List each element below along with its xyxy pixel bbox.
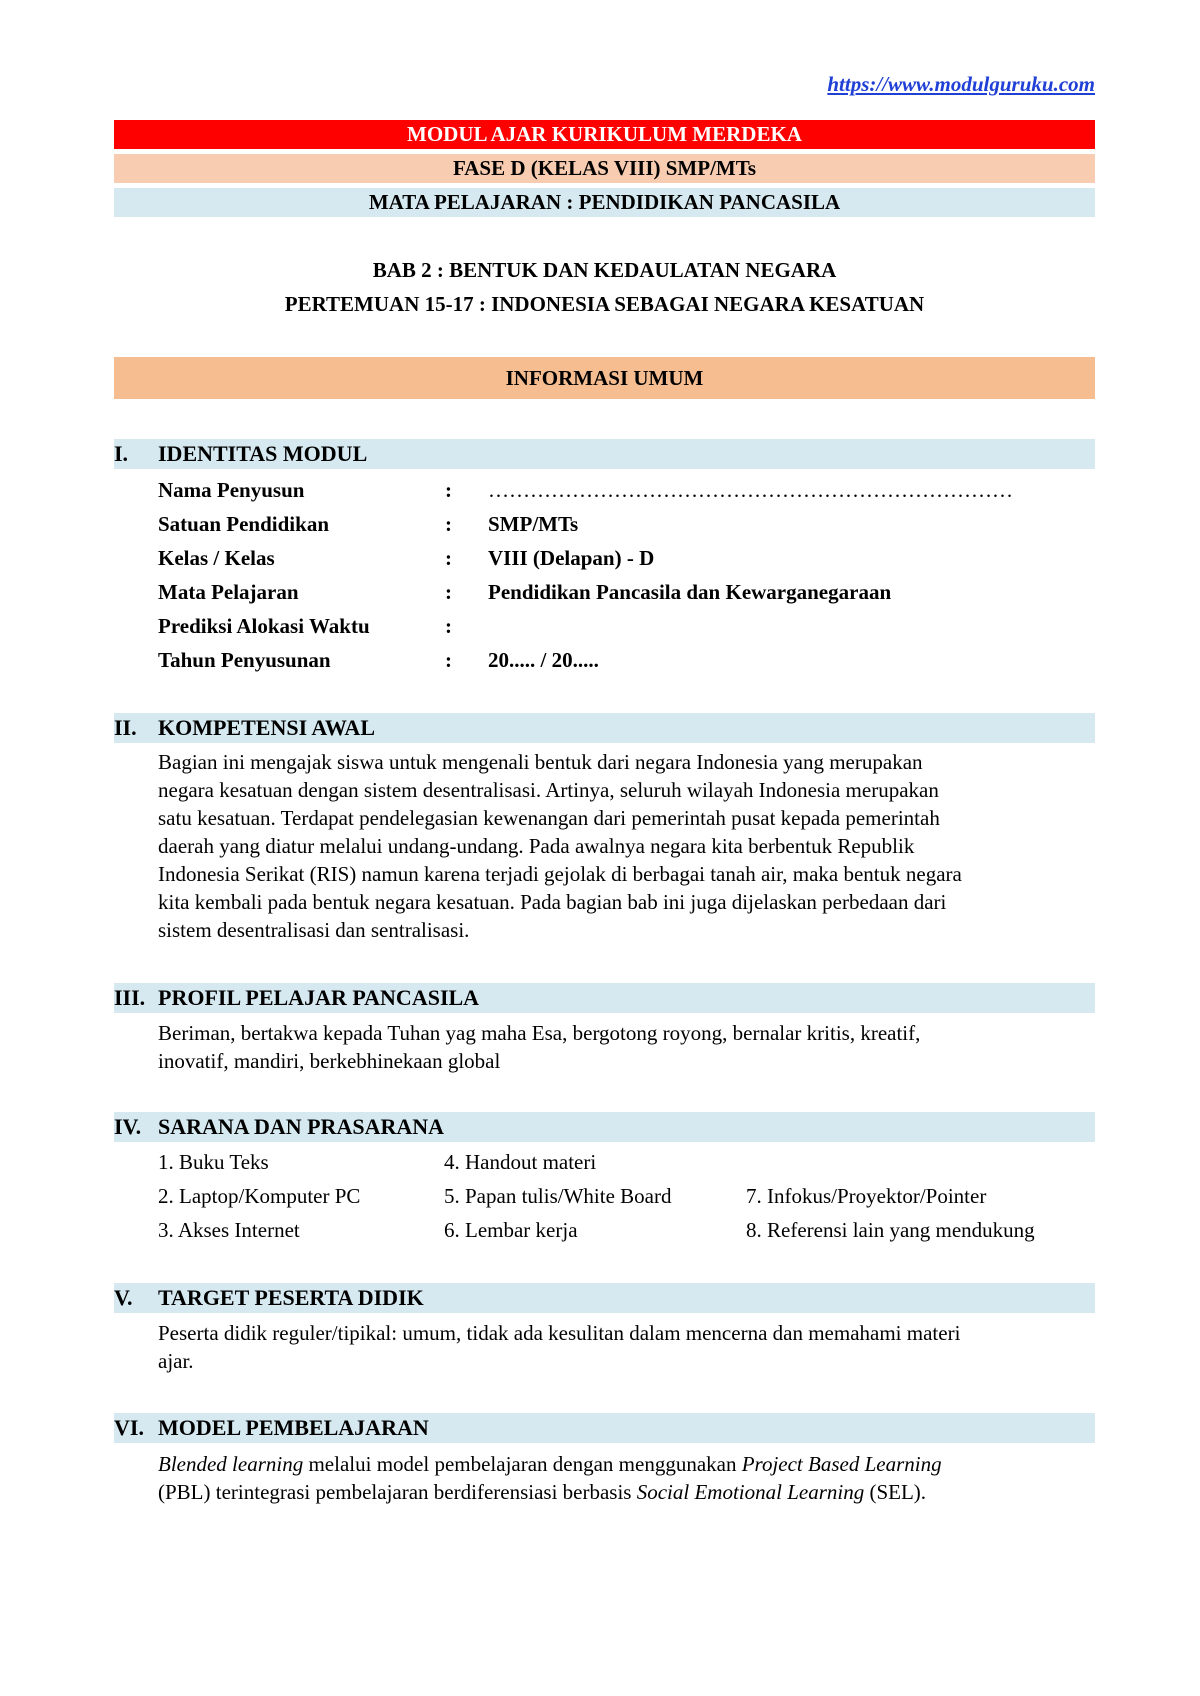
sarana-item: 8. Referensi lain yang mendukung: [746, 1218, 1035, 1242]
italic-term: Social Emotional Learning: [636, 1480, 865, 1504]
sarana-item: 2. Laptop/Komputer PC: [158, 1184, 361, 1208]
identity-key: Kelas / Kelas: [158, 546, 275, 570]
identity-colon: :: [445, 512, 452, 536]
paragraph-line: inovatif, mandiri, berkebhinekaan global: [158, 1049, 501, 1073]
italic-term: Project Based Learning: [741, 1452, 942, 1476]
identity-row: [158, 610, 1088, 642]
section-title: PROFIL PELAJAR PANCASILA: [158, 985, 480, 1010]
identity-colon: :: [445, 648, 452, 672]
kompetensi-paragraph: [158, 748, 1108, 944]
section-sarana-heading: [114, 1112, 1095, 1142]
chapter-title: BAB 2 : BENTUK DAN KEDAULATAN NEGARA: [372, 258, 837, 282]
identity-value: SMP/MTs: [488, 512, 579, 536]
header-url-row: [827, 72, 1095, 97]
section-profil-heading: [114, 983, 1095, 1013]
identity-row: [158, 644, 1088, 676]
identity-colon: :: [445, 546, 452, 570]
section-number: V.: [114, 1285, 133, 1310]
paragraph-line: kita kembali pada bentuk negara kesatuan. Pada bagian bab ini juga dijelaskan perbedaan dari: [158, 890, 947, 914]
identity-key: Nama Penyusun: [158, 478, 305, 502]
paragraph-line: daerah yang diatur melalui undang-undang. Pada awalnya negara kita berbentuk Republik: [158, 834, 915, 858]
identity-colon: :: [445, 478, 452, 502]
subject-band: MATA PELAJARAN : PENDIDIKAN PANCASILA: [114, 188, 1095, 217]
sarana-item: 5. Papan tulis/White Board: [444, 1184, 672, 1208]
section-target-heading: [114, 1283, 1095, 1313]
fase-band: FASE D (KELAS VIII) SMP/MTs: [114, 154, 1095, 183]
section-title: TARGET PESERTA DIDIK: [158, 1285, 424, 1310]
paragraph-line: sistem desentralisasi dan sentralisasi.: [158, 918, 470, 942]
sarana-item: 6. Lembar kerja: [444, 1218, 578, 1242]
paragraph-line: [158, 1450, 1108, 1478]
section-number: III.: [114, 985, 146, 1010]
identity-row: [158, 576, 1088, 608]
identity-key: Tahun Penyusunan: [158, 648, 331, 672]
module-title-band: MODUL AJAR KURIKULUM MERDEKA: [114, 120, 1095, 149]
text-span: (PBL) terintegrasi pembelajaran berdiferensiasi berbasis: [158, 1480, 637, 1504]
section-number: II.: [114, 715, 137, 740]
sarana-item: 1. Buku Teks: [158, 1150, 269, 1174]
section-number: VI.: [114, 1415, 144, 1440]
model-paragraph: [158, 1450, 1108, 1506]
identity-row: [158, 508, 1088, 540]
section-title: MODEL PEMBELAJARAN: [158, 1415, 429, 1440]
website-link[interactable]: https://www.modulguruku.com: [827, 72, 1095, 96]
identity-value: VIII (Delapan) - D: [488, 546, 655, 570]
paragraph-line: satu kesatuan. Terdapat pendelegasian kewenangan dari pemerintah pusat kepada pemerintah: [158, 806, 940, 830]
paragraph-line: [158, 1478, 1108, 1506]
text-span: (SEL).: [864, 1480, 927, 1504]
identity-colon: :: [445, 580, 452, 604]
identity-row: [158, 474, 1088, 506]
sarana-item: 4. Handout materi: [444, 1150, 597, 1174]
identity-value: …………………………………………………………………: [488, 478, 1013, 502]
section-title: IDENTITAS MODUL: [158, 441, 368, 466]
italic-term: Blended learning: [158, 1452, 304, 1476]
info-umum-band: INFORMASI UMUM: [114, 357, 1095, 399]
identity-row: [158, 542, 1088, 574]
section-kompetensi-heading: [114, 713, 1095, 743]
paragraph-line: Indonesia Serikat (RIS) namun karena terjadi gejolak di berbagai tanah air, maka bentuk negara: [158, 862, 962, 886]
paragraph-line: Beriman, bertakwa kepada Tuhan yag maha Esa, bergotong royong, bernalar kritis, kreatif,: [158, 1021, 921, 1045]
profil-paragraph: [158, 1019, 1108, 1075]
identity-value: 20..... / 20.....: [488, 648, 599, 672]
identity-colon: :: [445, 614, 452, 638]
paragraph-line: Bagian ini mengajak siswa untuk mengenali bentuk dari negara Indonesia yang merupakan: [158, 750, 923, 774]
sarana-item: 7. Infokus/Proyektor/Pointer: [746, 1184, 987, 1208]
identity-value: Pendidikan Pancasila dan Kewarganegaraan: [488, 580, 892, 604]
section-title: KOMPETENSI AWAL: [158, 715, 375, 740]
target-paragraph: [158, 1319, 1108, 1375]
sarana-item: 3. Akses Internet: [158, 1218, 300, 1242]
section-model-heading: [114, 1413, 1095, 1443]
paragraph-line: Peserta didik reguler/tipikal: umum, tidak ada kesulitan dalam mencerna dan memahami materi: [158, 1321, 961, 1345]
identity-key: Mata Pelajaran: [158, 580, 299, 604]
identity-key: Satuan Pendidikan: [158, 512, 329, 536]
meeting-title: PERTEMUAN 15-17 : INDONESIA SEBAGAI NEGARA KESATUAN: [284, 292, 925, 316]
paragraph-line: ajar.: [158, 1349, 194, 1373]
paragraph-line: negara kesatuan dengan sistem desentralisasi. Artinya, seluruh wilayah Indonesia merupakan: [158, 778, 939, 802]
section-identitas-heading: [114, 439, 1095, 469]
section-title: SARANA DAN PRASARANA: [158, 1114, 445, 1139]
section-number: I.: [114, 441, 129, 466]
text-span: melalui model pembelajaran dengan menggunakan: [303, 1452, 742, 1476]
section-number: IV.: [114, 1114, 142, 1139]
identity-key: Prediksi Alokasi Waktu: [158, 614, 370, 638]
